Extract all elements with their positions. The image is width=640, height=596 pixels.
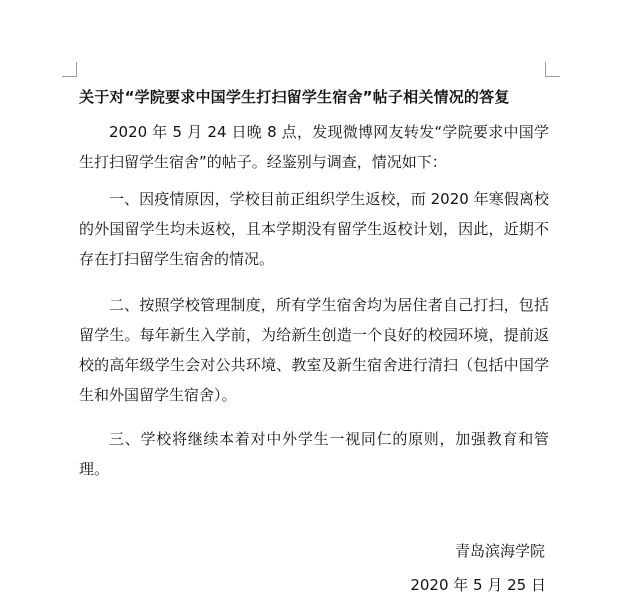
margin-mark-top-left: [62, 62, 77, 77]
paragraph-intro: 2020 年 5 月 24 日晚 8 点，发现微博网友转发“学院要求中国学生打扫留学生宿舍”的帖子。经鉴别与调查，情况如下：: [79, 123, 549, 171]
signature-organization: 青岛滨海学院: [454, 542, 545, 560]
paragraph-point-2: 二、按照学校管理制度，所有学生宿舍均为居住者自己打扫，包括留学生。每年新生入学前，为给新生创造一个良好的校园环境，提前返校的高年级学生会对公共环境、教室及新生宿舍进行清扫（包括中国学生和外国留学生宿舍）。: [79, 296, 549, 404]
margin-mark-top-right: [545, 62, 560, 77]
paragraph-point-3: 三、学校将继续本着对中外学生一视同仁的原则，加强教育和管理。: [79, 430, 549, 478]
document-title: 关于对“学院要求中国学生打扫留学生宿舍”帖子相关情况的答复: [79, 88, 510, 106]
signature-date: 2020 年 5 月 25 日: [410, 576, 546, 594]
paragraph-point-1: 一、因疫情原因，学校目前正组织学生返校，而 2020 年寒假离校的外国留学生均未返校，且本学期没有留学生返校计划，因此，近期不存在打扫留学生宿舍的情况。: [79, 190, 549, 268]
